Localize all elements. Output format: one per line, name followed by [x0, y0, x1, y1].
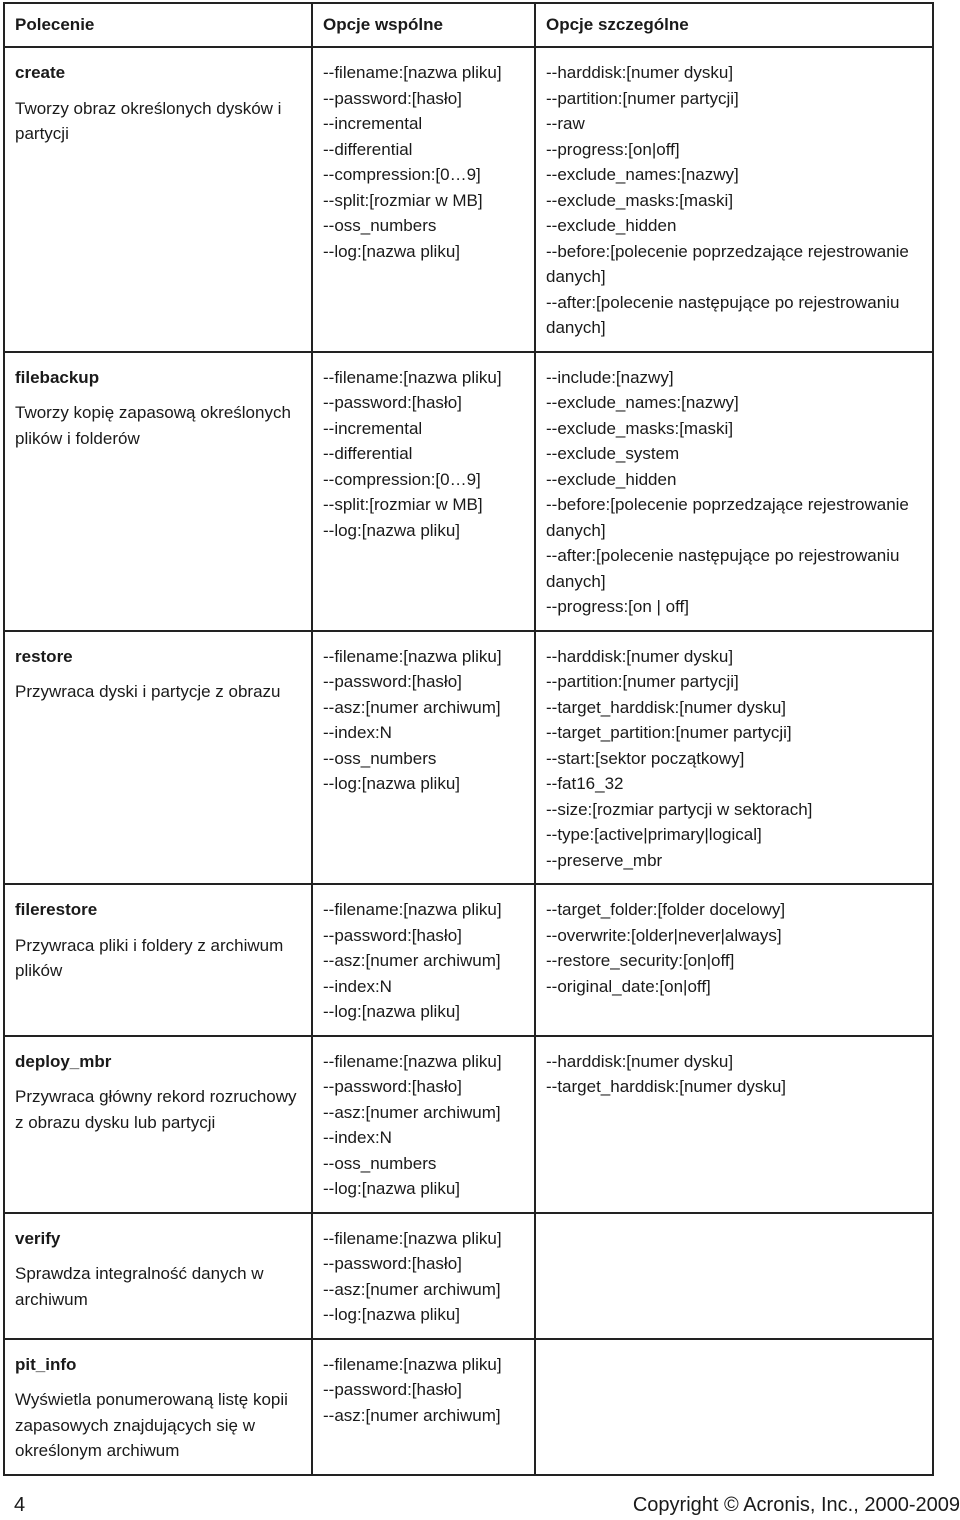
common-option: --split:[rozmiar w MB]	[323, 190, 483, 210]
specific-option: --partition:[numer partycji]	[546, 88, 739, 108]
command-cell	[4, 1213, 312, 1339]
common-option: --password:[hasło]	[323, 88, 462, 108]
specific-options-cell	[535, 1036, 933, 1213]
specific-option: --exclude_system	[546, 444, 680, 463]
common-option: --password:[hasło]	[323, 672, 462, 691]
specific-option: --harddisk:[numer dysku]	[546, 1051, 734, 1071]
command-cell	[4, 631, 312, 885]
command-description: Wyświetla ponumerowaną listę kopii zapasowych znajdujących się w określonym archiwum	[15, 1390, 288, 1460]
commands-table	[3, 2, 934, 1476]
specific-option: --after:[polecenie następujące po rejestrowaniu danych]	[546, 292, 900, 337]
common-option: --split:[rozmiar w MB]	[323, 495, 483, 514]
common-option: --asz:[numer archiwum]	[323, 1405, 501, 1425]
common-option: --log:[nazwa pliku]	[323, 774, 461, 793]
common-options-cell	[312, 1339, 535, 1475]
command-name: restore	[15, 646, 73, 666]
command-cell	[4, 352, 312, 631]
common-option: --password:[hasło]	[323, 1077, 462, 1096]
specific-option: --raw	[546, 114, 585, 133]
common-option: --oss_numbers	[323, 216, 437, 235]
specific-option: --harddisk:[numer dysku]	[546, 646, 734, 666]
command-cell	[4, 1036, 312, 1213]
specific-option: --exclude_names:[nazwy]	[546, 393, 739, 412]
specific-option: --size:[rozmiar partycji w sektorach]	[546, 799, 813, 819]
common-option: --compression:[0…9]	[323, 165, 481, 184]
command-description: Przywraca pliki i foldery z archiwum plików	[15, 935, 284, 980]
specific-option: --progress:[on|off]	[546, 139, 680, 159]
command-name: filerestore	[15, 900, 98, 919]
specific-option: --restore_security:[on|off]	[546, 951, 735, 970]
common-option: --log:[nazwa pliku]	[323, 520, 461, 540]
common-option: --filename:[nazwa pliku]	[323, 63, 502, 82]
common-options-cell	[312, 631, 535, 885]
common-option: --password:[hasło]	[323, 393, 462, 412]
common-option: --oss_numbers	[323, 748, 437, 768]
specific-option: --exclude_names:[nazwy]	[546, 165, 739, 184]
specific-option: --target_partition:[numer partycji]	[546, 723, 792, 742]
common-option: --filename:[nazwa pliku]	[323, 1051, 502, 1071]
specific-option: --before:[polecenie poprzedzające rejestrowanie danych]	[546, 241, 909, 286]
specific-option: --target_harddisk:[numer dysku]	[546, 697, 786, 717]
common-options-cell	[312, 1213, 535, 1339]
specific-option: --target_harddisk:[numer dysku]	[546, 1077, 786, 1096]
command-description: Przywraca dyski i partycje z obrazu	[15, 682, 281, 701]
common-option: --log:[nazwa pliku]	[323, 1305, 461, 1324]
command-cell	[4, 884, 312, 1036]
table-row	[4, 1339, 933, 1475]
common-option: --asz:[numer archiwum]	[323, 697, 501, 717]
command-description: Tworzy kopię zapasową określonych plików i folderów	[15, 403, 291, 448]
specific-option: --target_folder:[folder docelowy]	[546, 900, 786, 919]
command-name: deploy_mbr	[15, 1051, 112, 1071]
copyright-notice: Copyright © Acronis, Inc., 2000-2009	[632, 1494, 960, 1516]
specific-option: --partition:[numer partycji]	[546, 672, 739, 691]
page-number: 4	[14, 1494, 26, 1516]
common-options-cell	[312, 884, 535, 1036]
table-header-row	[4, 3, 933, 47]
common-option: --incremental	[323, 418, 423, 438]
command-cell	[4, 47, 312, 352]
specific-option: --fat16_32	[546, 774, 624, 793]
command-description: Sprawdza integralność danych w archiwum	[15, 1264, 264, 1309]
common-option: --log:[nazwa pliku]	[323, 1179, 461, 1198]
specific-options-cell	[535, 884, 933, 1036]
specific-option: --after:[polecenie następujące po rejestrowaniu danych]	[546, 546, 900, 591]
common-options-cell	[312, 47, 535, 352]
common-option: --asz:[numer archiwum]	[323, 951, 501, 970]
specific-option: --start:[sektor początkowy]	[546, 748, 745, 768]
specific-option: --preserve_mbr	[546, 850, 663, 870]
specific-option: --overwrite:[older|never|always]	[546, 925, 782, 945]
common-option: --filename:[nazwa pliku]	[323, 900, 502, 919]
common-option: --incremental	[323, 114, 423, 133]
common-option: --password:[hasło]	[323, 1254, 462, 1273]
specific-options-cell	[535, 1339, 933, 1475]
common-option: --asz:[numer archiwum]	[323, 1102, 501, 1122]
common-option: --index:N	[323, 723, 392, 742]
common-option: --log:[nazwa pliku]	[323, 1002, 461, 1021]
specific-option: --before:[polecenie poprzedzające rejestrowanie danych]	[546, 495, 909, 540]
common-option: --filename:[nazwa pliku]	[323, 1354, 502, 1374]
common-options-cell	[312, 1036, 535, 1213]
common-option: --differential	[323, 444, 413, 463]
specific-options-cell	[535, 1213, 933, 1339]
header-command: Polecenie	[4, 3, 312, 47]
common-option: --password:[hasło]	[323, 1380, 462, 1399]
command-name: filebackup	[15, 367, 100, 387]
specific-option: --exclude_masks:[maski]	[546, 190, 734, 210]
specific-option: --exclude_masks:[maski]	[546, 418, 734, 438]
header-common-options: Opcje wspólne	[312, 3, 535, 47]
header-specific-options: Opcje szczególne	[535, 3, 933, 47]
table-row	[4, 631, 933, 885]
common-options-cell	[312, 352, 535, 631]
specific-option: --exclude_hidden	[546, 216, 677, 235]
table-body	[4, 47, 933, 1475]
specific-option: --include:[nazwy]	[546, 367, 674, 387]
command-description: Tworzy obraz określonych dysków i partycji	[15, 98, 282, 143]
specific-option: --exclude_hidden	[546, 469, 677, 489]
specific-option: --original_date:[on|off]	[546, 976, 711, 996]
table-row	[4, 1036, 933, 1213]
specific-options-cell	[535, 47, 933, 352]
command-cell	[4, 1339, 312, 1475]
table-row	[4, 1213, 933, 1339]
command-description: Przywraca główny rekord rozruchowy z obrazu dysku lub partycji	[15, 1087, 297, 1132]
specific-option: --type:[active|primary|logical]	[546, 825, 762, 844]
table-row	[4, 47, 933, 352]
common-option: --password:[hasło]	[323, 925, 462, 945]
command-name: create	[15, 63, 66, 82]
common-option: --index:N	[323, 976, 392, 996]
common-option: --filename:[nazwa pliku]	[323, 1228, 502, 1248]
common-option: --log:[nazwa pliku]	[323, 241, 461, 261]
common-option: --oss_numbers	[323, 1153, 437, 1173]
common-option: --filename:[nazwa pliku]	[323, 646, 502, 666]
specific-option: --progress:[on | off]	[546, 597, 689, 616]
specific-options-cell	[535, 631, 933, 885]
specific-option: --harddisk:[numer dysku]	[546, 63, 734, 82]
specific-options-cell	[535, 352, 933, 631]
common-option: --compression:[0…9]	[323, 469, 481, 489]
table-row	[4, 884, 933, 1036]
command-name: pit_info	[15, 1354, 77, 1374]
common-option: --filename:[nazwa pliku]	[323, 367, 502, 387]
common-option: --index:N	[323, 1128, 392, 1147]
command-name: verify	[15, 1228, 61, 1248]
table-row	[4, 352, 933, 631]
common-option: --asz:[numer archiwum]	[323, 1279, 501, 1299]
common-option: --differential	[323, 139, 413, 159]
